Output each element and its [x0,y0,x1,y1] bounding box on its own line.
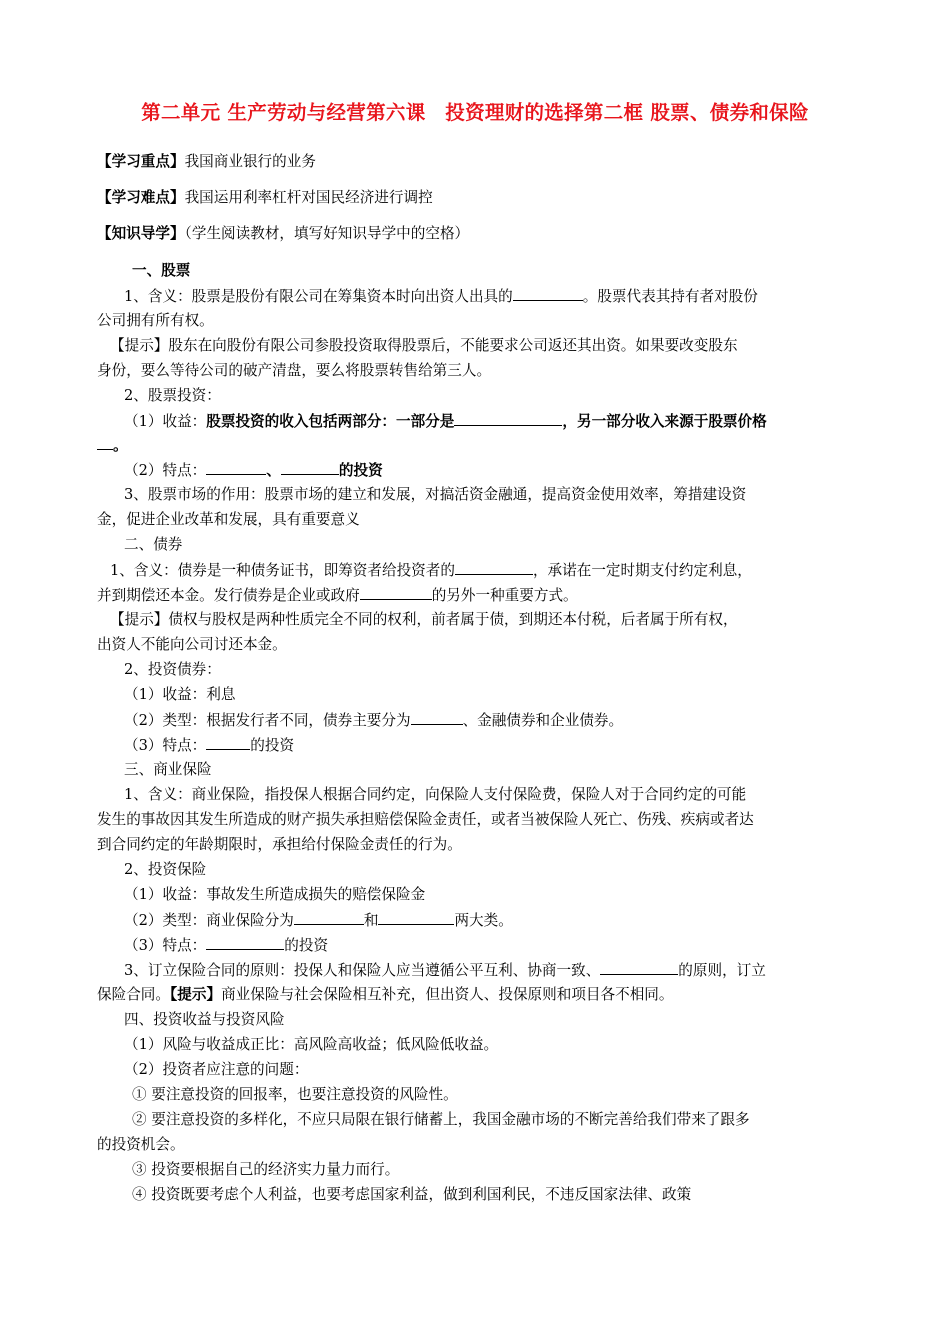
insurance-principle-line1 [124,960,884,981]
insurance-tip-text: 商业保险与社会保险相互补充，但出资人、投保原则和项目各不相同。 [221,986,674,1003]
fill-blank[interactable] [206,935,284,950]
stock-def-text-a: 1、含义：股票是股份有限公司在筹集资本时向出资人出具的 [124,288,513,305]
risk-point-1: （1）风险与收益成正比：高风险高收益；低风险低收益。 [124,1036,499,1053]
stock-market-line2: 金，促进企业改革和发展，具有重要意义 [97,511,360,528]
fill-blank[interactable] [378,910,454,925]
insurance-investment-heading: 2、投资保险 [124,861,207,878]
fill-blank[interactable] [206,460,266,475]
stock-tip-line1: 【提示】股东在向股份有限公司参股投资取得股票后，不能要求公司返还其出资。如果要改变股东 [110,337,738,354]
bond-feature-text-b: 的投资 [250,737,295,754]
bond-tip-line1: 【提示】债权与股权是两种性质完全不同的权利，前者属于债，到期还本付税，后者属于所有权， [110,611,738,628]
stock-feature-label: （2）特点： [124,462,207,479]
insurance-principle-text-b: 的原则，订立 [678,962,766,979]
stock-market-line1: 3、股票市场的作用：股票市场的建立和发展，对搞活资金融通，提高资金使用效率，筹措建设资 [124,486,747,503]
insurance-principle-text-a: 3、订立保险合同的原则：投保人和保险人应当遵循公平互利、协商一致、 [124,962,601,979]
bond-investment-heading: 2、投资债券： [124,661,221,678]
study-focus [97,152,857,172]
bond-def-text-d: 的另外一种重要方式。 [431,587,578,604]
insurance-type-text-c: 两大类。 [454,912,513,929]
stock-definition-line2: 公司拥有所有权。 [97,312,214,329]
insurance-definition-line3: 到合同约定的年龄期限时，承担给付保险金责任的行为。 [97,836,462,853]
stock-income-line2 [97,435,857,456]
fill-blank[interactable] [206,735,250,750]
risk-item-1: ① 要注意投资的回报率，也要注意投资的风险性。 [132,1086,458,1103]
study-focus-label: 【学习重点】 [97,153,185,170]
insurance-feature-text-b: 的投资 [284,937,329,954]
bond-def-text-a: 1、含义：债券是一种债务证书，即筹资者给投资者的 [110,562,455,579]
risk-item-2-line2: 的投资机会。 [97,1136,185,1153]
bond-feature-line [124,735,884,756]
stock-tip-line2: 身份，要么等待公司的破产清盘，要么将股票转售给第三人。 [97,362,492,379]
insurance-income-line: （1）收益：事故发生所造成损失的赔偿保险金 [124,886,426,903]
insurance-tip-label: 【提示】 [169,986,222,1003]
insurance-type-line [124,910,884,931]
section-risk-heading: 四、投资收益与投资风险 [124,1011,285,1028]
section-insurance-heading: 三、商业保险 [124,761,212,778]
stock-income-label: （1）收益： [124,413,207,430]
stock-feature-sep: 、 [266,462,281,479]
risk-item-4: ④ 投资既要考虑个人利益，也要考虑国家利益，做到利国利民，不违反国家法律、政策 [132,1186,692,1203]
stock-investment-heading: 2、股票投资： [124,387,221,404]
insurance-feature-line [124,935,884,956]
fill-blank[interactable] [411,710,463,725]
page-title: 第二单元 生产劳动与经营第六课 投资理财的选择第二框 股票、债券和保险 [141,101,809,124]
knowledge-guide-label: 【知识导学】 [97,225,185,242]
insurance-type-text-b: 和 [363,912,379,929]
insurance-definition-line2: 发生的事故因其发生所造成的财产损失承担赔偿保险金责任，或者当被保险人死亡、伤残、疾病或者达 [97,811,754,828]
stock-definition-line1 [124,286,884,307]
fill-blank[interactable] [281,460,339,475]
fill-blank[interactable] [360,585,432,600]
knowledge-guide-text: （学生阅读教材，填写好知识导学中的空格） [184,225,470,242]
stock-feature-tail: 的投资 [338,462,383,479]
stock-feature-line [124,460,884,481]
insurance-feature-text-a: （3）特点： [124,937,207,954]
study-difficulty-text: 我国运用利率杠杆对国民经济进行调控 [184,189,433,206]
risk-item-2-line1: ② 要注意投资的多样化，不应只局限在银行储蓄上，我国金融市场的不断完善给我们带来了跟多 [132,1111,750,1128]
fill-blank[interactable] [513,286,583,301]
insurance-definition-line1: 1、含义：商业保险，指投保人根据合同约定，向保险人支付保险费，保险人对于合同约定的可能 [124,786,747,803]
fill-blank[interactable] [454,411,562,426]
bond-income-line: （1）收益：利息 [124,686,236,703]
fill-blank[interactable] [294,910,364,925]
stock-def-text-b: 。股票代表其持有者对股份 [582,288,758,305]
knowledge-guide [97,224,857,244]
stock-income-text-c: 。 [113,437,128,454]
bond-definition-line1 [110,560,870,581]
insurance-principle-line2 [97,985,857,1005]
bond-def-text-c: 并到期偿还本金。发行债券是企业或政府 [97,587,360,604]
stock-income-text-b: ，另一部分收入来源于股票价格 [562,413,767,430]
section-bond-heading: 二、债券 [124,536,183,553]
bond-tip-line2: 出资人不能向公司讨还本金。 [97,636,287,653]
fill-blank[interactable] [97,435,113,450]
risk-point-2: （2）投资者应注意的问题： [124,1061,309,1078]
study-difficulty-label: 【学习难点】 [97,189,185,206]
fill-blank[interactable] [455,560,533,575]
bond-type-text-b: 、金融债券和企业债券。 [462,712,624,729]
insurance-type-text-a: （2）类型：商业保险分为 [124,912,294,929]
bond-type-text-a: （2）类型：根据发行者不同，债券主要分为 [124,712,411,729]
bond-type-line [124,710,884,731]
stock-income-text-a: 股票投资的收入包括两部分：一部分是 [206,413,455,430]
risk-item-3: ③ 投资要根据自己的经济实力量力而行。 [132,1161,400,1178]
bond-def-text-b: ，承诺在一定时期支付约定利息， [532,562,752,579]
fill-blank[interactable] [600,960,678,975]
bond-definition-line2 [97,585,857,606]
section-stock-heading: 一、股票 [132,262,191,279]
bond-feature-text-a: （3）特点： [124,737,207,754]
insurance-principle-text-c: 保险合同。 [97,986,170,1003]
stock-income-line [124,411,884,432]
study-focus-text: 我国商业银行的业务 [184,153,316,170]
study-difficulty [97,188,857,208]
